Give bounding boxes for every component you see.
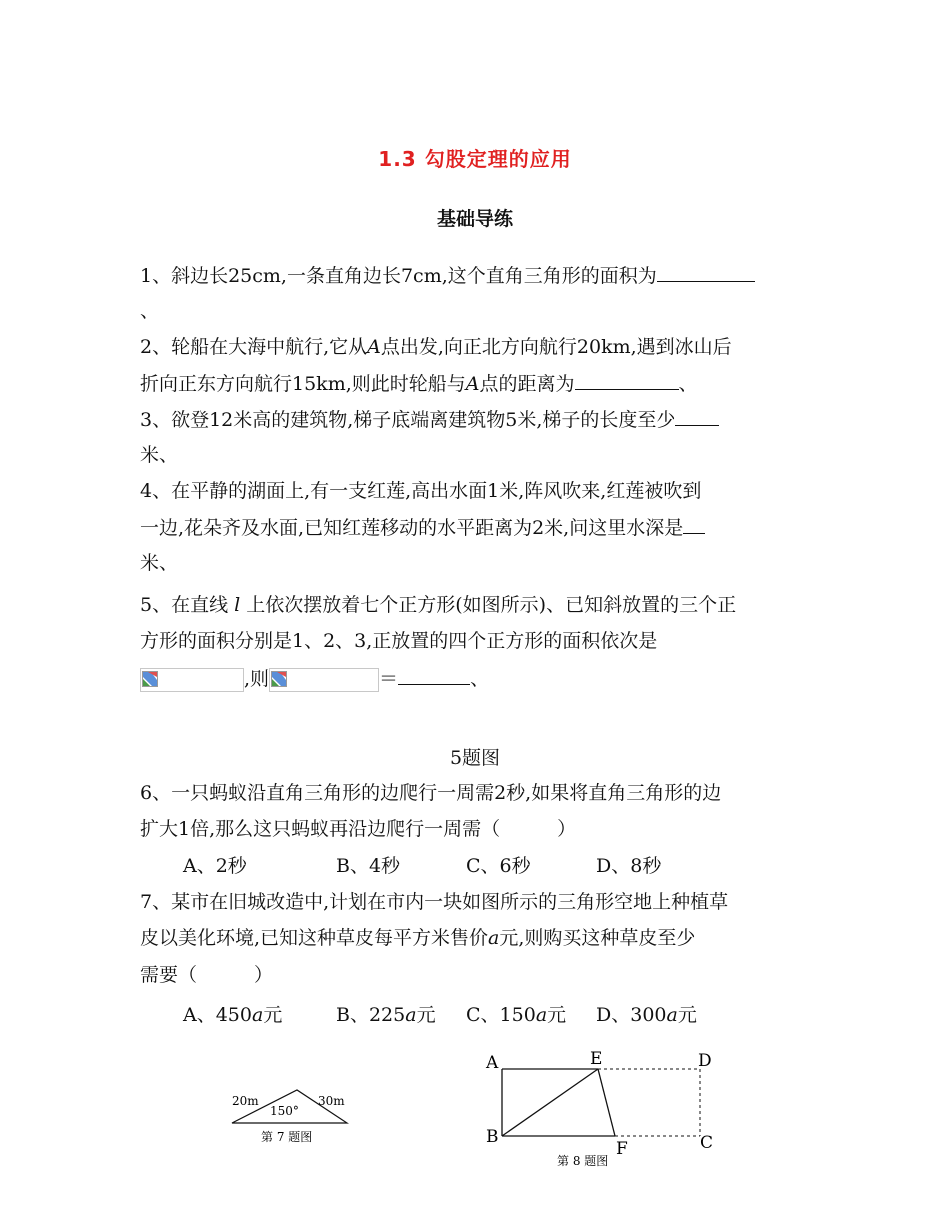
q7-option-d-text: D、300	[596, 1004, 667, 1026]
q4-text: 一边,花朵齐及水面,已知红莲移动的水平距离为2米,问这里水深是	[140, 517, 684, 539]
q7-option-a-var: a	[252, 1004, 264, 1026]
q1-text: 1、斜边长25cm,一条直角边长7cm,这个直角三角形的面积为	[140, 265, 657, 287]
fig8-label-c: C	[700, 1133, 714, 1153]
q6-option-a: A、2秒	[183, 855, 247, 877]
question-1	[140, 261, 755, 290]
q7-option-a-unit: 元	[263, 1004, 283, 1026]
q1-tail: 、	[140, 300, 160, 322]
q7-text-b: 元,则购买这种草皮至少	[499, 927, 696, 949]
fig8-label-f: F	[616, 1139, 628, 1159]
section-heading: 基础导练	[436, 208, 513, 230]
question-5-line-1	[140, 591, 736, 619]
q5-var-l: l	[234, 594, 241, 616]
q5-equals: ＝	[379, 668, 399, 690]
question-6-line-2: 扩大1倍,那么这只蚂蚁再沿边爬行一周需（ ）	[140, 818, 577, 840]
fig8-label-a: A	[486, 1053, 499, 1073]
q7-option-b-unit: 元	[416, 1004, 436, 1026]
fig7-caption: 第 7 题图	[261, 1130, 313, 1144]
fig8-caption: 第 8 题图	[557, 1154, 609, 1168]
q7-option-d-var: a	[666, 1004, 678, 1026]
q2-var-a2: A	[465, 373, 480, 395]
question-3-line-1	[140, 405, 719, 434]
q6-option-c: C、6秒	[466, 855, 531, 877]
figure-7-triangle	[220, 1085, 360, 1150]
fig7-left-side-label: 20m	[232, 1094, 259, 1108]
q2-text-b: 点出发,向正北方向航行20km,遇到冰山后	[380, 336, 732, 358]
figure-8-rectangle	[480, 1045, 725, 1175]
q7-var-a: a	[488, 927, 500, 949]
q2-text-c: 折向正东方向航行15km,则此时轮船与	[140, 373, 466, 395]
question-2-line-1	[140, 333, 732, 361]
broken-image-icon	[271, 671, 287, 687]
question-7-line-1: 7、某市在旧城改造中,计划在市内一块如图所示的三角形空地上种植草	[140, 891, 729, 913]
q5-text-then: ,则	[244, 668, 270, 690]
broken-formula-image-1	[140, 668, 244, 692]
question-7-line-2	[140, 924, 695, 952]
q5-tail: 、	[470, 668, 490, 690]
q7-option-a	[183, 1001, 282, 1029]
q1-answer-blank	[657, 261, 755, 282]
q7-option-d	[596, 1001, 697, 1029]
q7-text-a: 皮以美化环境,已知这种草皮每平方米售价	[140, 927, 489, 949]
broken-formula-image-2	[269, 668, 379, 692]
fig8-segment-be	[502, 1069, 598, 1136]
question-7-line-3: 需要（ ）	[140, 964, 274, 986]
question-3-line-2: 米、	[140, 444, 179, 466]
question-5-line-2: 方形的面积分别是1、2、3,正放置的四个正方形的面积依次是	[140, 630, 658, 652]
fig8-segment-ef	[598, 1069, 615, 1136]
q5-answer-blank	[398, 664, 470, 685]
fig8-label-e: E	[590, 1049, 603, 1069]
fig7-angle-label: 150°	[270, 1104, 299, 1118]
q3-text: 3、欲登12米高的建筑物,梯子底端离建筑物5米,梯子的长度至少	[140, 409, 676, 431]
q3-answer-blank	[675, 405, 719, 426]
q7-option-a-text: A、450	[183, 1004, 252, 1026]
q5-text-a: 5、在直线	[140, 594, 235, 616]
broken-image-icon	[142, 671, 158, 687]
question-4-line-3: 米、	[140, 552, 179, 574]
q7-option-d-unit: 元	[677, 1004, 697, 1026]
q2-text-d: 点的距离为	[479, 373, 575, 395]
q7-option-c-unit: 元	[547, 1004, 567, 1026]
q2-answer-blank	[575, 369, 679, 390]
question-2-line-2	[140, 369, 698, 398]
q7-option-c-text: C、150	[466, 1004, 536, 1026]
q5-text-b: 上依次摆放着七个正方形(如图所示)、已知斜放置的三个正	[240, 594, 737, 616]
q6-option-b: B、4秒	[336, 855, 401, 877]
q2-tail: 、	[678, 373, 698, 395]
fig8-label-d: D	[698, 1051, 712, 1071]
q2-var-a: A	[367, 336, 381, 358]
fig7-right-side-label: 30m	[318, 1094, 345, 1108]
q6-option-d: D、8秒	[596, 855, 662, 877]
fig8-label-b: B	[486, 1127, 499, 1147]
q2-text-a: 2、轮船在大海中航行,它从	[140, 336, 368, 358]
q7-option-c	[466, 1001, 566, 1029]
q7-option-b-text: B、225	[336, 1004, 406, 1026]
q4-answer-blank	[683, 513, 705, 534]
q7-option-b	[336, 1001, 436, 1029]
q7-option-b-var: a	[405, 1004, 417, 1026]
question-4-line-1: 4、在平静的湖面上,有一支红莲,高出水面1米,阵风吹来,红莲被吹到	[140, 480, 702, 502]
question-4-line-2	[140, 513, 705, 542]
page-title: 1.3 勾股定理的应用	[378, 147, 572, 171]
question-6-line-1: 6、一只蚂蚁沿直角三角形的边爬行一周需2秒,如果将直角三角形的边	[140, 782, 722, 804]
q5-figure-caption: 5题图	[449, 747, 501, 769]
question-5-line-3	[140, 664, 489, 693]
q7-option-c-var: a	[535, 1004, 548, 1026]
